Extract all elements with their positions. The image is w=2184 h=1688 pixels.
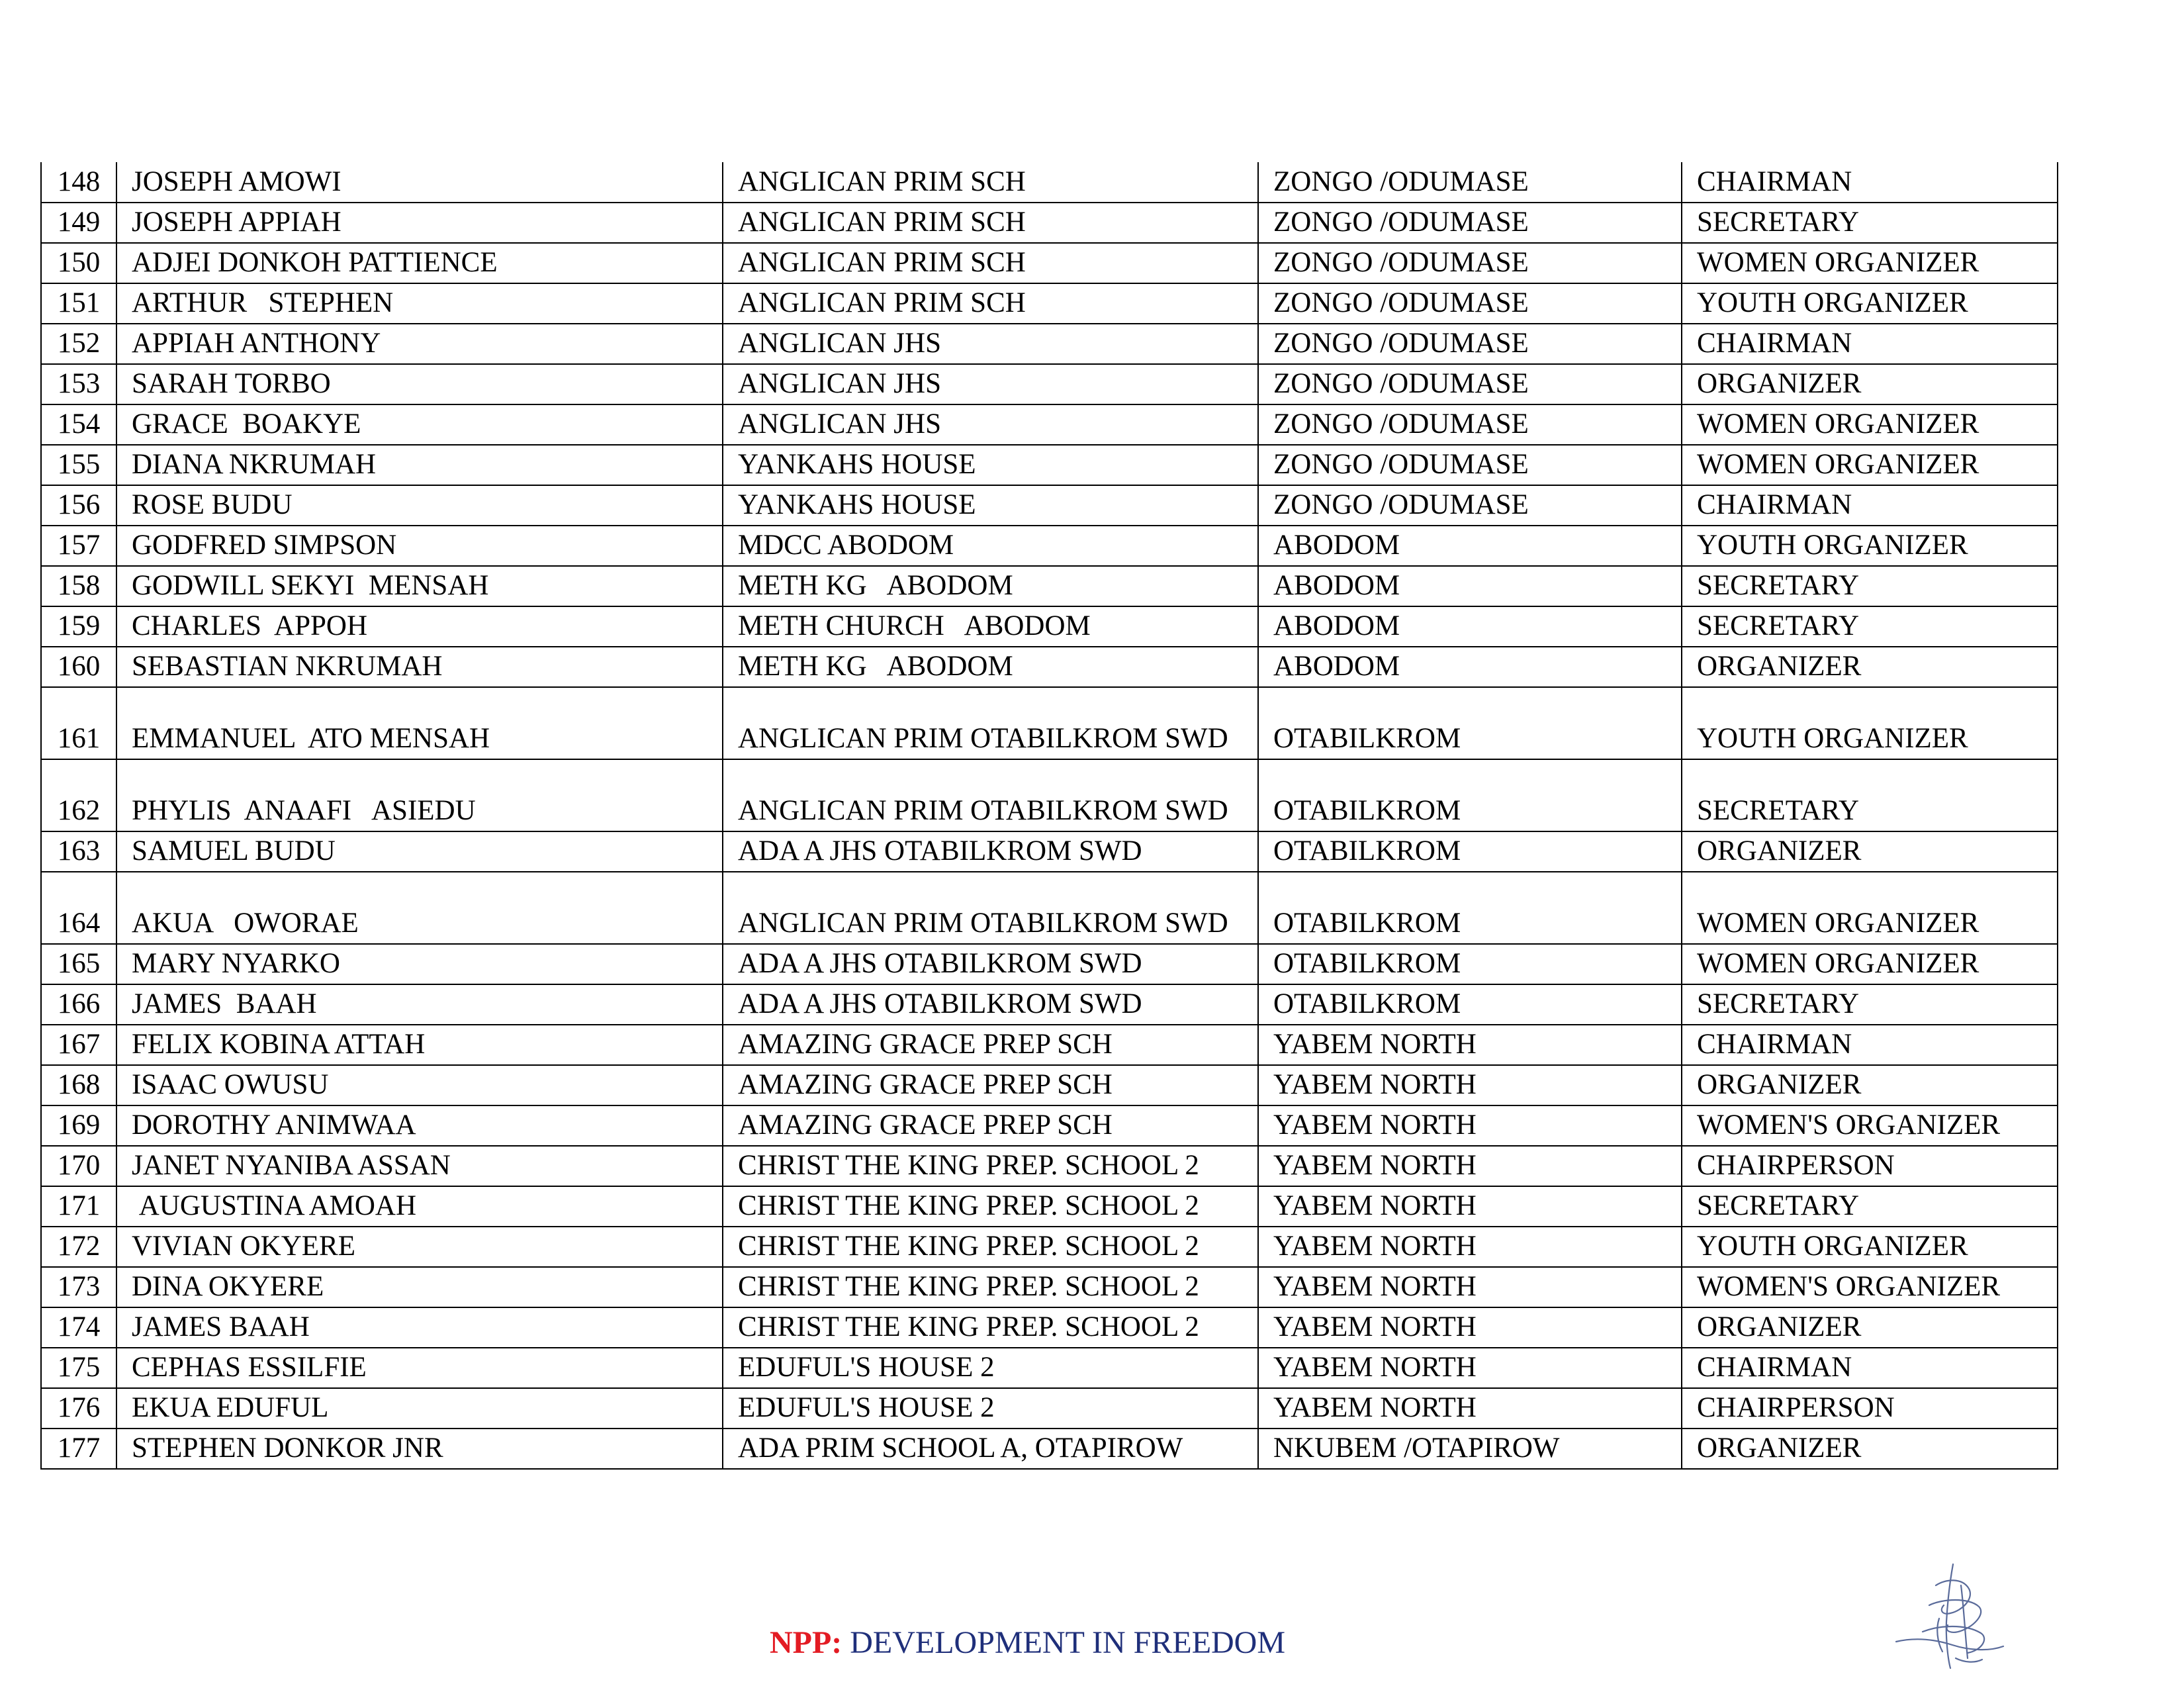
cell-station: ANGLICAN JHS: [723, 404, 1258, 445]
table-row: [41, 944, 2058, 984]
cell-name: AKUA OWORAE: [116, 872, 723, 944]
cell-position: CHAIRMAN: [1682, 162, 2058, 203]
cell-station: ANGLICAN JHS: [723, 364, 1258, 404]
cell-station: CHRIST THE KING PREP. SCHOOL 2: [723, 1307, 1258, 1348]
cell-position: CHAIRPERSON: [1682, 1388, 2058, 1429]
table-row: [41, 606, 2058, 647]
table-row: [41, 1105, 2058, 1146]
signature-icon: [1889, 1559, 2009, 1671]
cell-area: YABEM NORTH: [1258, 1307, 1682, 1348]
cell-name: GODWILL SEKYI MENSAH: [116, 566, 723, 606]
cell-position: YOUTH ORGANIZER: [1682, 687, 2058, 759]
cell-position: WOMEN ORGANIZER: [1682, 243, 2058, 283]
cell-no: 165: [41, 944, 116, 984]
cell-area: ZONGO /ODUMASE: [1258, 243, 1682, 283]
cell-name: SARAH TORBO: [116, 364, 723, 404]
cell-position: YOUTH ORGANIZER: [1682, 526, 2058, 566]
executives-table: [40, 162, 2058, 1470]
table-row: [41, 404, 2058, 445]
cell-name: MARY NYARKO: [116, 944, 723, 984]
cell-position: ORGANIZER: [1682, 364, 2058, 404]
cell-name: DIANA NKRUMAH: [116, 445, 723, 485]
cell-no: 149: [41, 203, 116, 243]
table-row: [41, 162, 2058, 203]
cell-area: NKUBEM /OTAPIROW: [1258, 1429, 1682, 1469]
cell-no: 174: [41, 1307, 116, 1348]
cell-station: CHRIST THE KING PREP. SCHOOL 2: [723, 1186, 1258, 1227]
footer-party: NPP:: [769, 1625, 842, 1660]
cell-station: ANGLICAN JHS: [723, 324, 1258, 364]
table-body: [41, 162, 2058, 1469]
cell-name: DOROTHY ANIMWAA: [116, 1105, 723, 1146]
cell-position: CHAIRMAN: [1682, 1348, 2058, 1388]
cell-area: OTABILKROM: [1258, 944, 1682, 984]
table-row: [41, 872, 2058, 944]
cell-station: ANGLICAN PRIM OTABILKROM SWD: [723, 687, 1258, 759]
cell-name: ADJEI DONKOH PATTIENCE: [116, 243, 723, 283]
table-row: [41, 647, 2058, 687]
table-row: [41, 566, 2058, 606]
cell-no: 164: [41, 872, 116, 944]
cell-position: SECRETARY: [1682, 759, 2058, 831]
cell-position: WOMEN'S ORGANIZER: [1682, 1267, 2058, 1307]
cell-name: SEBASTIAN NKRUMAH: [116, 647, 723, 687]
table-row: [41, 324, 2058, 364]
cell-station: ANGLICAN PRIM SCH: [723, 283, 1258, 324]
cell-station: ANGLICAN PRIM SCH: [723, 243, 1258, 283]
cell-station: ANGLICAN PRIM OTABILKROM SWD: [723, 872, 1258, 944]
cell-no: 161: [41, 687, 116, 759]
cell-no: 168: [41, 1065, 116, 1105]
cell-position: SECRETARY: [1682, 1186, 2058, 1227]
cell-no: 160: [41, 647, 116, 687]
cell-name: JAMES BAAH: [116, 984, 723, 1025]
cell-no: 169: [41, 1105, 116, 1146]
cell-name: DINA OKYERE: [116, 1267, 723, 1307]
table-row: [41, 759, 2058, 831]
cell-name: JAMES BAAH: [116, 1307, 723, 1348]
table-row: [41, 1065, 2058, 1105]
cell-area: YABEM NORTH: [1258, 1388, 1682, 1429]
cell-name: GODFRED SIMPSON: [116, 526, 723, 566]
cell-position: WOMEN ORGANIZER: [1682, 944, 2058, 984]
table-row: [41, 526, 2058, 566]
cell-position: ORGANIZER: [1682, 647, 2058, 687]
cell-position: WOMEN ORGANIZER: [1682, 872, 2058, 944]
table-row: [41, 1348, 2058, 1388]
cell-name: ISAAC OWUSU: [116, 1065, 723, 1105]
cell-name: AUGUSTINA AMOAH: [116, 1186, 723, 1227]
cell-name: VIVIAN OKYERE: [116, 1227, 723, 1267]
cell-no: 173: [41, 1267, 116, 1307]
cell-area: OTABILKROM: [1258, 831, 1682, 872]
cell-position: SECRETARY: [1682, 984, 2058, 1025]
footer-slogan: [0, 1624, 2055, 1661]
cell-area: ZONGO /ODUMASE: [1258, 404, 1682, 445]
cell-no: 172: [41, 1227, 116, 1267]
cell-station: CHRIST THE KING PREP. SCHOOL 2: [723, 1146, 1258, 1186]
table-row: [41, 203, 2058, 243]
table-row: [41, 1429, 2058, 1469]
cell-area: ZONGO /ODUMASE: [1258, 445, 1682, 485]
cell-area: YABEM NORTH: [1258, 1025, 1682, 1065]
cell-name: ARTHUR STEPHEN: [116, 283, 723, 324]
table-row: [41, 1186, 2058, 1227]
cell-area: ABODOM: [1258, 566, 1682, 606]
cell-name: JOSEPH APPIAH: [116, 203, 723, 243]
cell-no: 159: [41, 606, 116, 647]
footer-slogan-text: DEVELOPMENT IN FREEDOM: [842, 1625, 1286, 1660]
cell-station: ADA PRIM SCHOOL A, OTAPIROW: [723, 1429, 1258, 1469]
cell-area: ZONGO /ODUMASE: [1258, 162, 1682, 203]
cell-position: CHAIRMAN: [1682, 485, 2058, 526]
cell-no: 152: [41, 324, 116, 364]
cell-station: ANGLICAN PRIM SCH: [723, 162, 1258, 203]
cell-position: ORGANIZER: [1682, 1307, 2058, 1348]
cell-name: PHYLIS ANAAFI ASIEDU: [116, 759, 723, 831]
cell-no: 154: [41, 404, 116, 445]
cell-area: OTABILKROM: [1258, 687, 1682, 759]
cell-name: GRACE BOAKYE: [116, 404, 723, 445]
cell-area: ZONGO /ODUMASE: [1258, 283, 1682, 324]
cell-position: ORGANIZER: [1682, 1065, 2058, 1105]
cell-station: MDCC ABODOM: [723, 526, 1258, 566]
table-row: [41, 1227, 2058, 1267]
cell-position: ORGANIZER: [1682, 1429, 2058, 1469]
cell-name: CHARLES APPOH: [116, 606, 723, 647]
cell-no: 151: [41, 283, 116, 324]
cell-area: OTABILKROM: [1258, 984, 1682, 1025]
table-row: [41, 445, 2058, 485]
table-row: [41, 283, 2058, 324]
cell-name: JOSEPH AMOWI: [116, 162, 723, 203]
cell-name: CEPHAS ESSILFIE: [116, 1348, 723, 1388]
cell-position: SECRETARY: [1682, 203, 2058, 243]
cell-station: AMAZING GRACE PREP SCH: [723, 1105, 1258, 1146]
cell-station: CHRIST THE KING PREP. SCHOOL 2: [723, 1267, 1258, 1307]
cell-area: YABEM NORTH: [1258, 1348, 1682, 1388]
cell-position: CHAIRMAN: [1682, 1025, 2058, 1065]
cell-station: ANGLICAN PRIM SCH: [723, 203, 1258, 243]
cell-name: EKUA EDUFUL: [116, 1388, 723, 1429]
table-row: [41, 984, 2058, 1025]
cell-station: ANGLICAN PRIM OTABILKROM SWD: [723, 759, 1258, 831]
cell-area: YABEM NORTH: [1258, 1146, 1682, 1186]
cell-no: 158: [41, 566, 116, 606]
cell-station: ADA A JHS OTABILKROM SWD: [723, 944, 1258, 984]
table-row: [41, 1025, 2058, 1065]
cell-station: ADA A JHS OTABILKROM SWD: [723, 984, 1258, 1025]
cell-area: YABEM NORTH: [1258, 1267, 1682, 1307]
cell-no: 157: [41, 526, 116, 566]
table-row: [41, 243, 2058, 283]
cell-no: 176: [41, 1388, 116, 1429]
table-row: [41, 831, 2058, 872]
cell-no: 177: [41, 1429, 116, 1469]
cell-station: AMAZING GRACE PREP SCH: [723, 1025, 1258, 1065]
cell-area: OTABILKROM: [1258, 872, 1682, 944]
cell-name: APPIAH ANTHONY: [116, 324, 723, 364]
cell-no: 166: [41, 984, 116, 1025]
table-row: [41, 364, 2058, 404]
table-row: [41, 1267, 2058, 1307]
table-row: [41, 485, 2058, 526]
cell-no: 156: [41, 485, 116, 526]
cell-position: ORGANIZER: [1682, 831, 2058, 872]
cell-station: EDUFUL'S HOUSE 2: [723, 1388, 1258, 1429]
cell-area: YABEM NORTH: [1258, 1227, 1682, 1267]
cell-position: YOUTH ORGANIZER: [1682, 283, 2058, 324]
cell-area: OTABILKROM: [1258, 759, 1682, 831]
cell-area: ZONGO /ODUMASE: [1258, 324, 1682, 364]
cell-area: ZONGO /ODUMASE: [1258, 203, 1682, 243]
cell-area: ABODOM: [1258, 606, 1682, 647]
cell-no: 153: [41, 364, 116, 404]
cell-position: CHAIRPERSON: [1682, 1146, 2058, 1186]
cell-area: ZONGO /ODUMASE: [1258, 485, 1682, 526]
cell-station: EDUFUL'S HOUSE 2: [723, 1348, 1258, 1388]
cell-name: ROSE BUDU: [116, 485, 723, 526]
cell-station: METH KG ABODOM: [723, 647, 1258, 687]
cell-station: METH KG ABODOM: [723, 566, 1258, 606]
cell-area: ABODOM: [1258, 526, 1682, 566]
cell-no: 170: [41, 1146, 116, 1186]
cell-position: WOMEN'S ORGANIZER: [1682, 1105, 2058, 1146]
cell-name: FELIX KOBINA ATTAH: [116, 1025, 723, 1065]
cell-position: CHAIRMAN: [1682, 324, 2058, 364]
cell-position: SECRETARY: [1682, 606, 2058, 647]
table-row: [41, 687, 2058, 759]
cell-station: YANKAHS HOUSE: [723, 485, 1258, 526]
cell-station: YANKAHS HOUSE: [723, 445, 1258, 485]
cell-area: ABODOM: [1258, 647, 1682, 687]
cell-name: EMMANUEL ATO MENSAH: [116, 687, 723, 759]
cell-name: STEPHEN DONKOR JNR: [116, 1429, 723, 1469]
cell-area: YABEM NORTH: [1258, 1186, 1682, 1227]
cell-no: 162: [41, 759, 116, 831]
cell-name: JANET NYANIBA ASSAN: [116, 1146, 723, 1186]
cell-no: 150: [41, 243, 116, 283]
cell-position: WOMEN ORGANIZER: [1682, 404, 2058, 445]
cell-position: WOMEN ORGANIZER: [1682, 445, 2058, 485]
cell-name: SAMUEL BUDU: [116, 831, 723, 872]
cell-no: 163: [41, 831, 116, 872]
cell-area: YABEM NORTH: [1258, 1065, 1682, 1105]
cell-no: 175: [41, 1348, 116, 1388]
cell-position: SECRETARY: [1682, 566, 2058, 606]
cell-station: ADA A JHS OTABILKROM SWD: [723, 831, 1258, 872]
cell-no: 167: [41, 1025, 116, 1065]
cell-no: 155: [41, 445, 116, 485]
cell-area: ZONGO /ODUMASE: [1258, 364, 1682, 404]
table-row: [41, 1388, 2058, 1429]
cell-no: 148: [41, 162, 116, 203]
cell-station: METH CHURCH ABODOM: [723, 606, 1258, 647]
table-row: [41, 1146, 2058, 1186]
cell-position: YOUTH ORGANIZER: [1682, 1227, 2058, 1267]
cell-station: CHRIST THE KING PREP. SCHOOL 2: [723, 1227, 1258, 1267]
cell-no: 171: [41, 1186, 116, 1227]
cell-station: AMAZING GRACE PREP SCH: [723, 1065, 1258, 1105]
table-row: [41, 1307, 2058, 1348]
cell-area: YABEM NORTH: [1258, 1105, 1682, 1146]
